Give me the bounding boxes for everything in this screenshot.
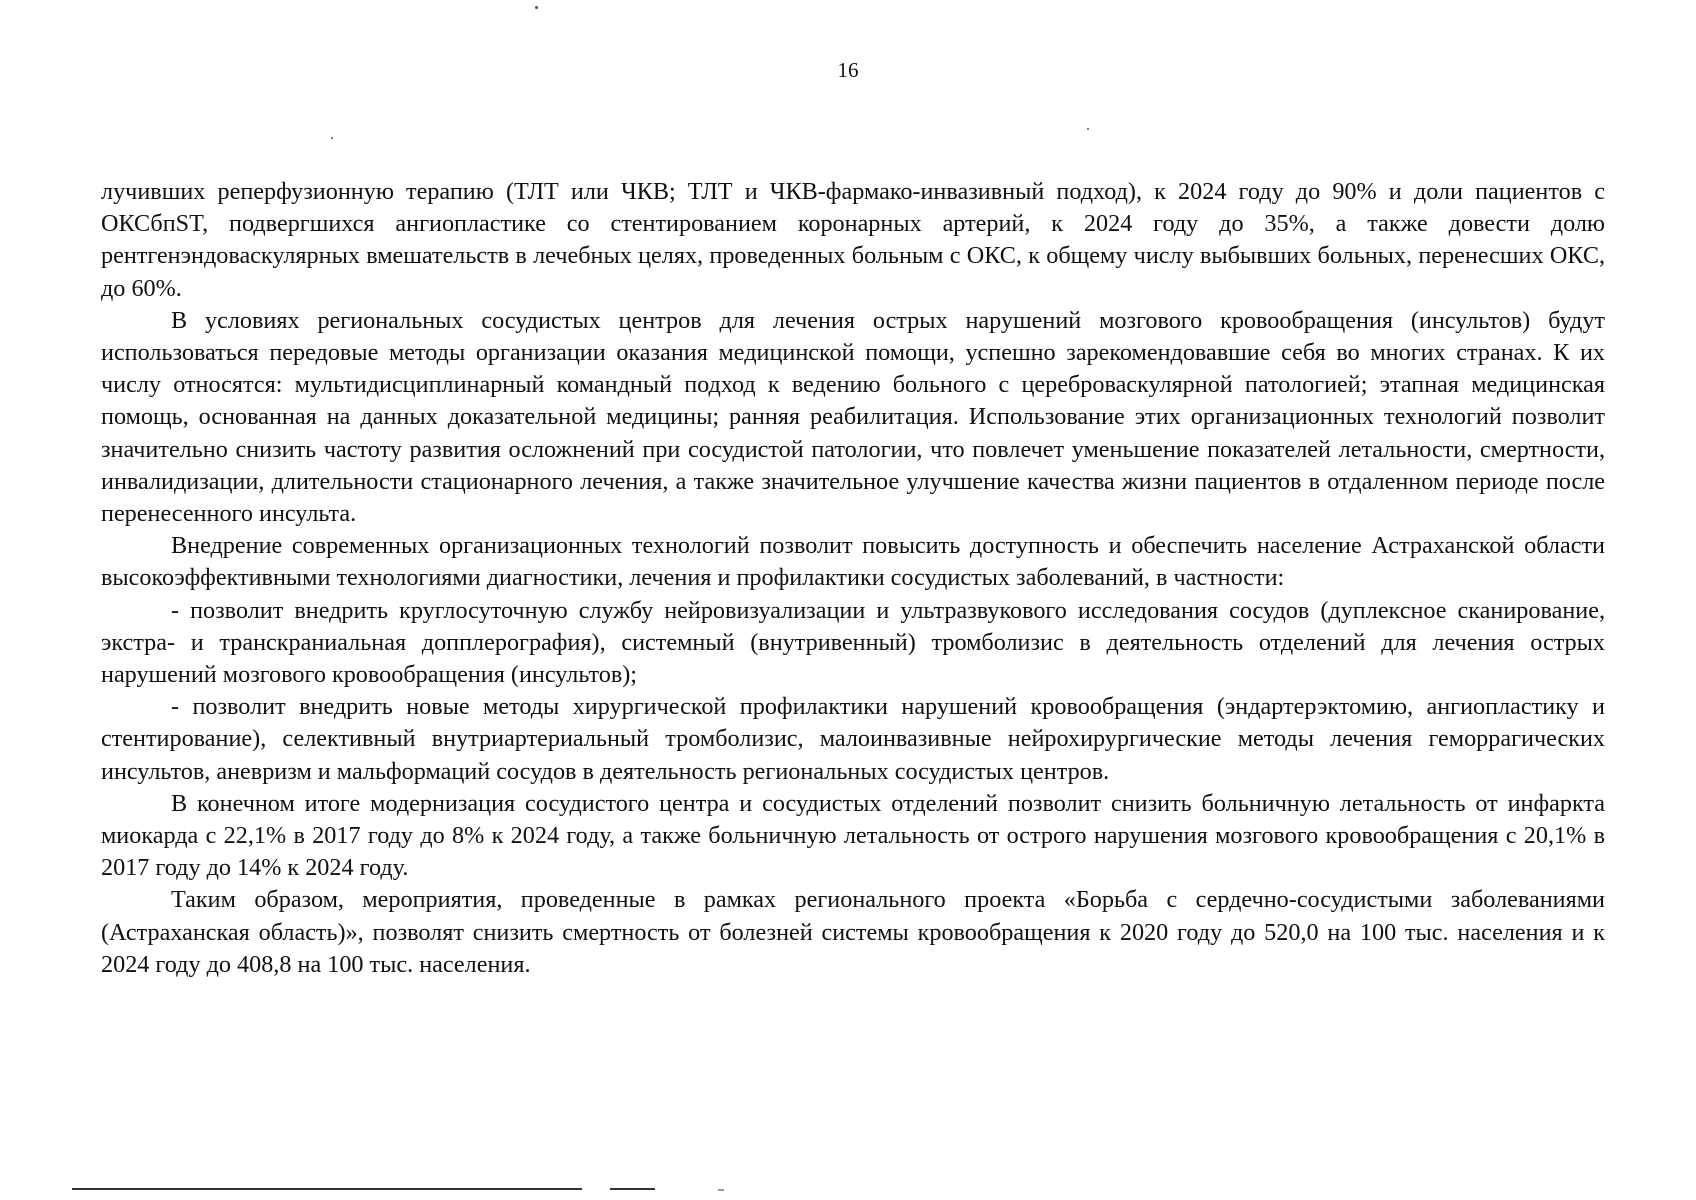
scan-speck <box>535 6 538 9</box>
scan-edge-line <box>718 1189 724 1191</box>
document-body <box>101 176 1605 981</box>
paragraph-mortality-reduction: В конечном итоге модернизация сосудистого центра и сосудистых отделений позволит снизить больничную летальность от инфаркта миокарда с 22,1% в 2017 году до 8% к 2024 году, а также больничную летальность от острого нарушения мозгового кровообращения с 20,1% в 2017 году до 14% к 2024 году. <box>101 789 1605 882</box>
scan-speck <box>1087 128 1089 130</box>
list-item-neuroimaging-service: - позволит внедрить круглосуточную службу нейровизуализации и ультразвукового исследования сосудов (дуплексное сканирование, экстра- и транскраниальная допплерография), системный (внутривенный) тромболизис в деятельность отделений для лечения острых нарушений мозгового кровообращения (инсультов); <box>101 596 1605 689</box>
scan-edge-line <box>72 1188 582 1190</box>
scan-speck <box>331 137 333 139</box>
list-item-surgical-prevention: - позволит внедрить новые методы хирургической профилактики нарушений кровообращения (эндартерэктомию, ангиопластику и стентирование), селективный внутриартериальный тромболизис, малоинвазивные нейрохирургические методы лечения геморрагических инсультов, аневризм и мальформаций сосудов в деятельность региональных сосудистых центров. <box>101 693 1605 785</box>
scan-edge-line <box>610 1188 655 1190</box>
paragraph-conclusion: Таким образом, мероприятия, проведенные в рамках регионального проекта «Борьба с сердечно-сосудистыми заболеваниями (Астраханская область)», позволят снизить смертность от болезней системы кровообращения к 2020 году до 520,0 на 100 тыс. населения и к 2024 году до 408,8 на 100 тыс. населения. <box>101 886 1605 978</box>
paragraph-reperfusion-continuation: лучивших реперфузионную терапию (ТЛТ или ЧКВ; ТЛТ и ЧКВ-фармако-инвазивный подход), к 2024 году до 90% и доли пациентов с ОКСбпST, подвергшихся ангиопластике со стентированием коронарных артерий, к 2024 году до 35%, а также довести долю рентгенэндоваскулярных вмешательств в лечебных целях, проведенных больным с ОКС, к общему числу выбывших больных, перенесших ОКС, до 60%. <box>101 178 1605 302</box>
paragraph-modern-technologies: Внедрение современных организационных технологий позволит повысить доступность и обеспечить население Астраханской области высокоэффективными технологиями диагностики, лечения и профилактики сосудистых заболеваний, в частности: <box>101 532 1605 592</box>
page-number: 16 <box>837 58 859 82</box>
paragraph-regional-vascular-centers: В условиях региональных сосудистых центров для лечения острых нарушений мозгового кровообращения (инсультов) будут использоваться передовые методы организации оказания медицинской помощи, успешно зарекомендовавшие себя во многих странах. К их числу относятся: мультидисциплинарный командный подход к ведению больного с цереброваскулярной патологией; этапная медицинская помощь, основанная на данных доказательной медицины; ранняя реабилитация. Использование этих организационных технологий позволит значительно снизить частоту развития осложнений при сосудистой патологии, что повлечет уменьшение показателей летальности, смертности, инвалидизации, длительности стационарного лечения, а также значительное улучшение качества жизни пациентов в отдаленном периоде после перенесенного инсульта. <box>101 306 1605 528</box>
